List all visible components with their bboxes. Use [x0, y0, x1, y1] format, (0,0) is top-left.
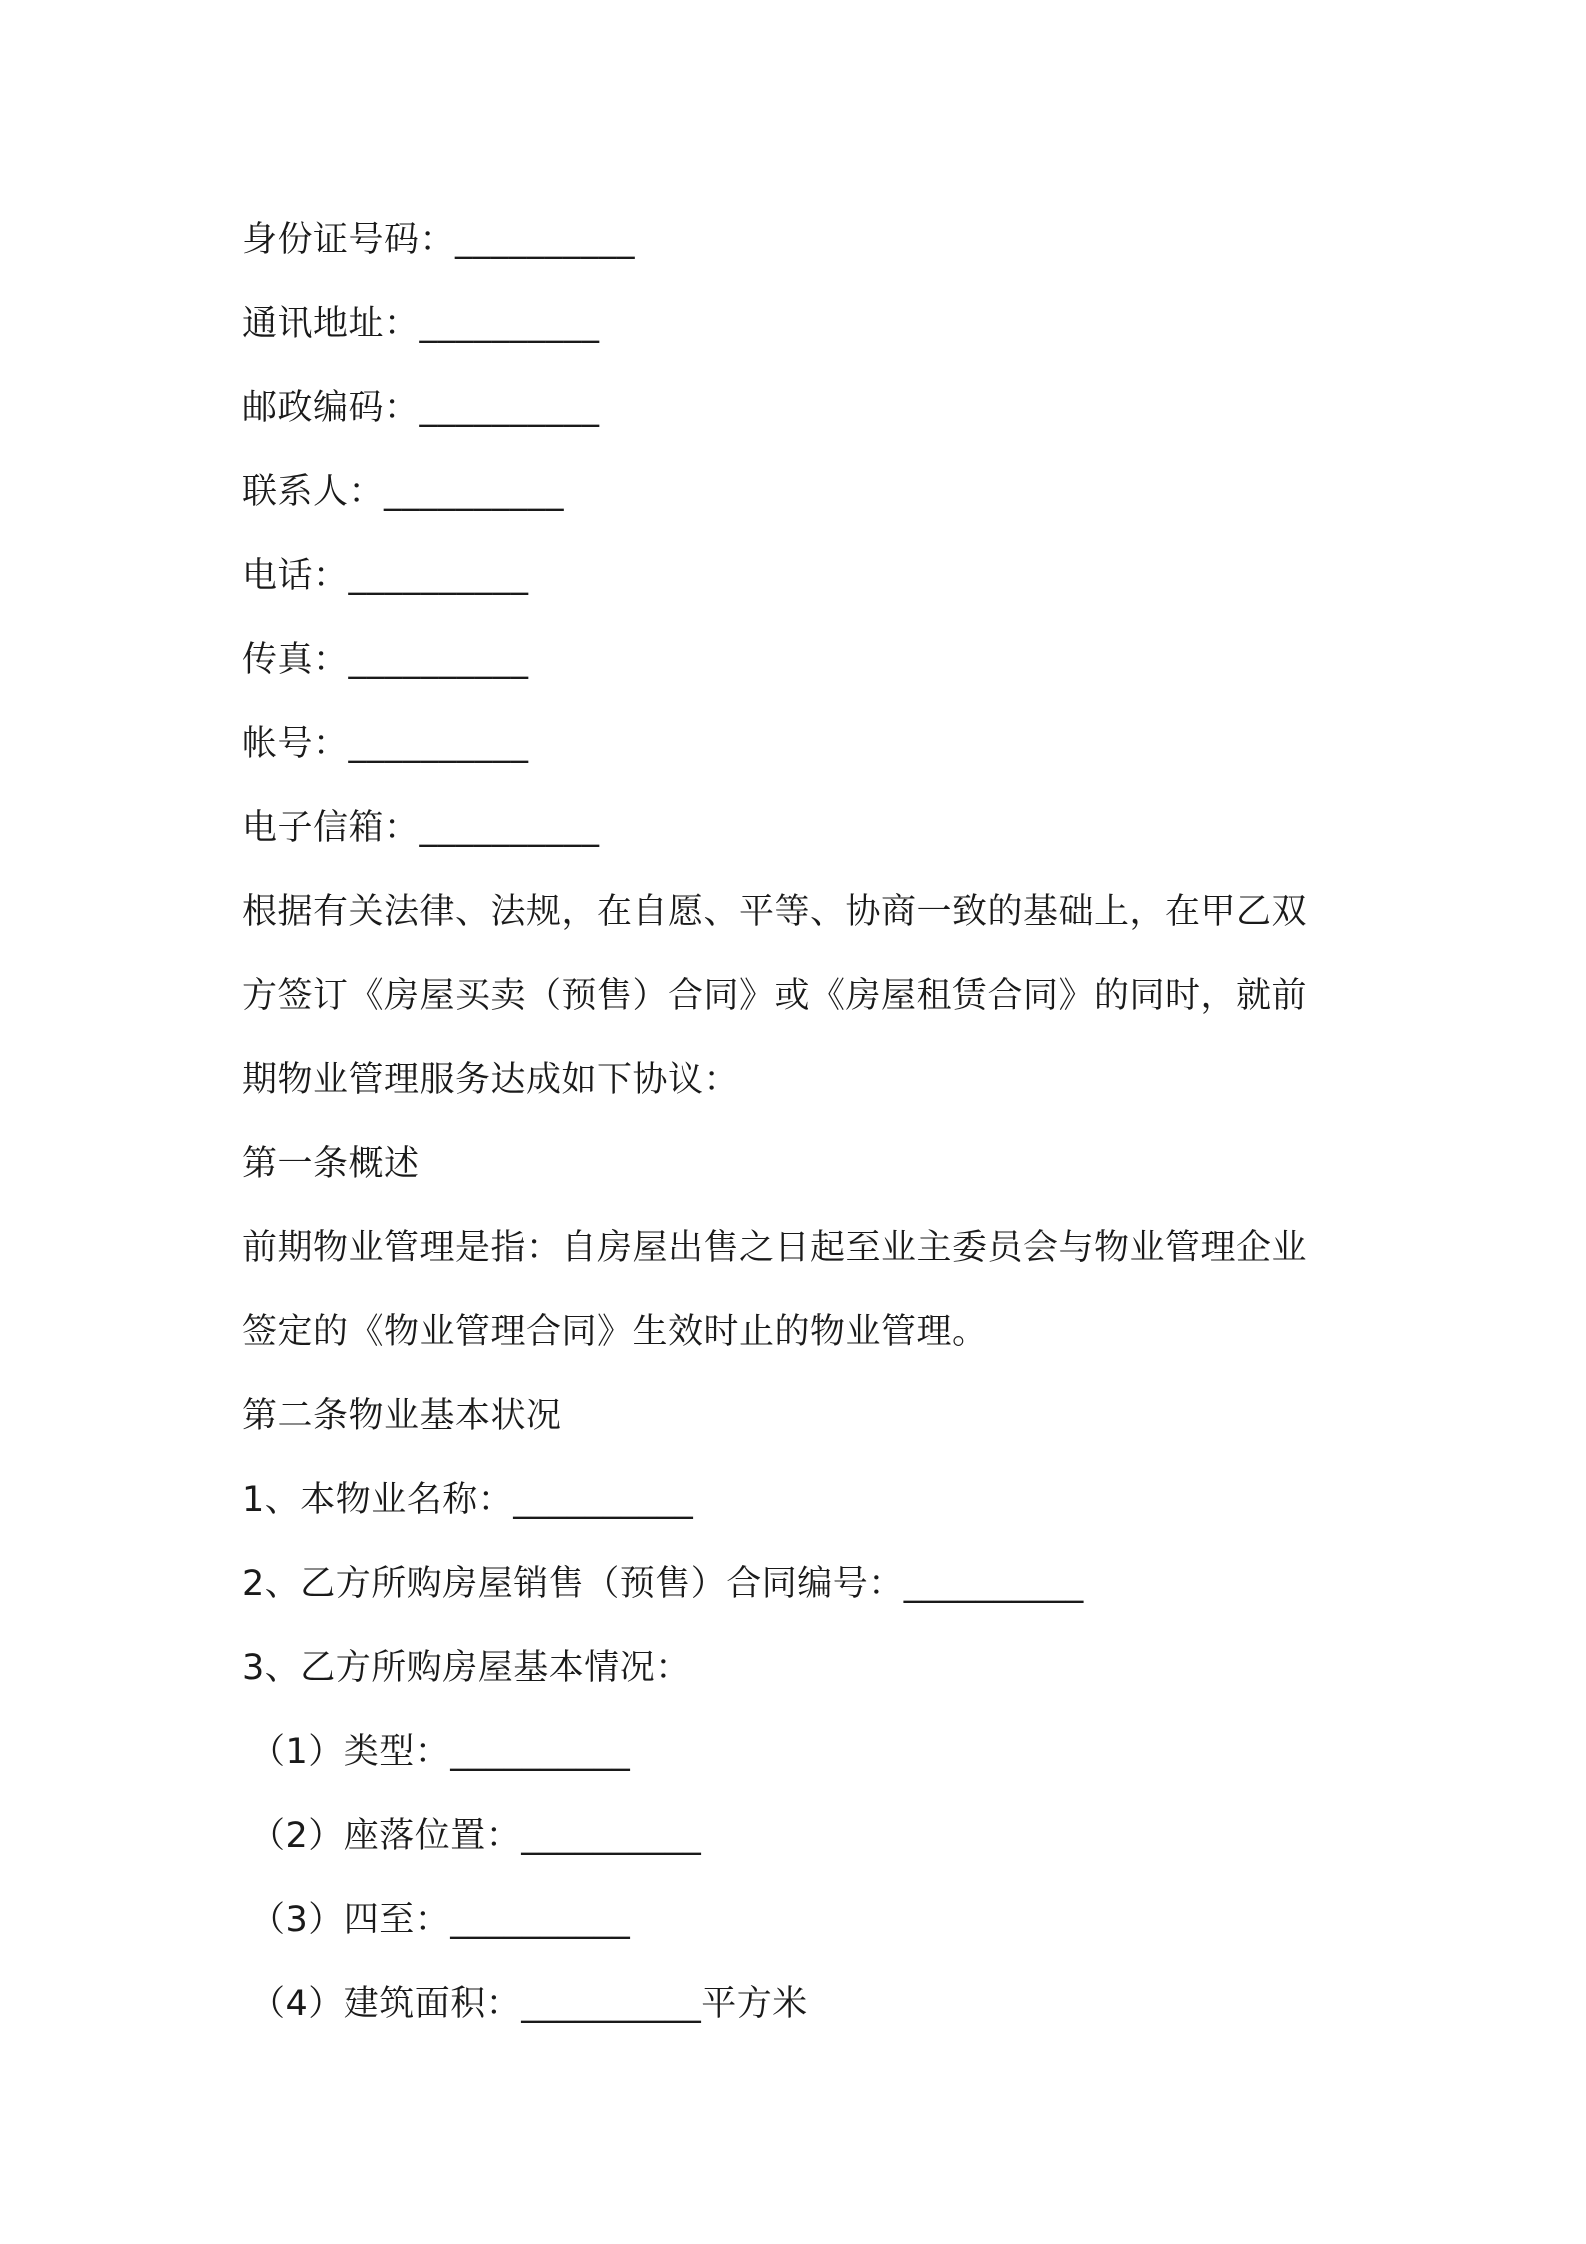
id-number-field: 身份证号码：__________: [242, 220, 636, 260]
preamble-line-2: 方签订《房屋买卖（预售）合同》或《房屋租赁合同》的同时，就前: [242, 976, 1308, 1016]
contact-person-field: 联系人：__________: [242, 472, 565, 512]
postal-code-field: 邮政编码：__________: [242, 388, 600, 428]
preamble-line-3: 期物业管理服务达成如下协议：: [242, 1060, 740, 1100]
preamble-line-1: 根据有关法律、法规，在自愿、平等、协商一致的基础上，在甲乙双: [242, 892, 1308, 932]
article-1-heading: 第一条概述: [242, 1144, 420, 1184]
house-type-field: （1）类型：__________: [250, 1732, 631, 1772]
house-info-heading: 3、乙方所购房屋基本情况：: [242, 1648, 691, 1688]
house-boundaries-field: （3）四至：__________: [250, 1900, 631, 1940]
email-field: 电子信箱：__________: [242, 808, 600, 848]
property-name-field: 1、本物业名称：__________: [242, 1480, 694, 1520]
account-field: 帐号：__________: [242, 724, 529, 764]
phone-field: 电话：__________: [242, 556, 529, 596]
article-2-heading: 第二条物业基本状况: [242, 1396, 562, 1436]
fax-field: 传真：__________: [242, 640, 529, 680]
mailing-address-field: 通讯地址：__________: [242, 304, 600, 344]
document-body: [242, 198, 1362, 2046]
contract-number-field: 2、乙方所购房屋销售（预售）合同编号：__________: [242, 1564, 1084, 1604]
floor-area-field: （4）建筑面积：__________平方米: [250, 1984, 808, 2024]
article-1-text-line-2: 签定的《物业管理合同》生效时止的物业管理。: [242, 1312, 988, 1352]
house-location-field: （2）座落位置：__________: [250, 1816, 702, 1856]
article-1-text-line-1: 前期物业管理是指：自房屋出售之日起至业主委员会与物业管理企业: [242, 1228, 1308, 1268]
